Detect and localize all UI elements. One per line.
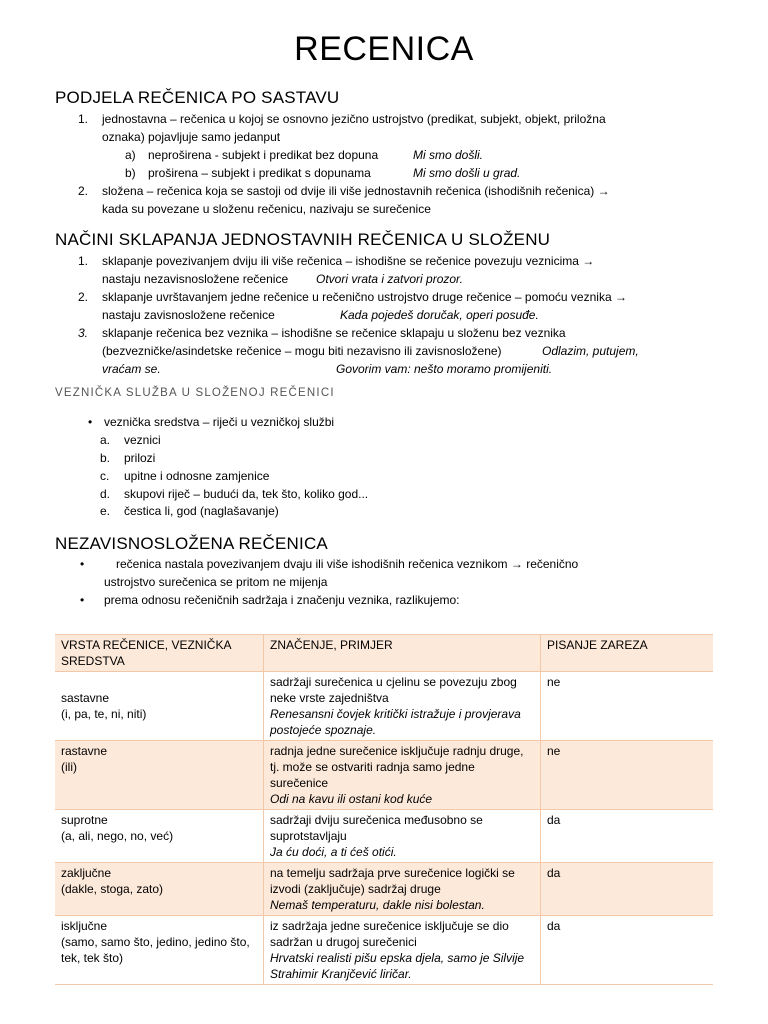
conjunctions: (i, pa, te, ni, niti)	[61, 707, 147, 721]
sentence-type-cell	[55, 916, 264, 985]
sub-list-label: e.	[100, 504, 111, 518]
list-item-text: nastaju zavisnosložene rečenice	[102, 308, 275, 322]
sub-list-label: a.	[100, 433, 111, 447]
table-row	[55, 741, 713, 810]
meaning-text: na temelju sadržaja prve surečenice logički se izvodi (zaključuje) sadržaj druge	[270, 866, 515, 896]
table-row	[55, 863, 713, 916]
table-header-row	[55, 635, 713, 672]
bullet-icon: •	[80, 557, 85, 571]
meaning-text: radnja jedne surečenice isključuje radnju druge, tj. može se ostvariti radnja samo jedne surečenice	[270, 744, 524, 790]
sub-list-label: b)	[125, 166, 136, 180]
conjunctions: (a, ali, nego, no, već)	[61, 829, 174, 843]
sub-list-text: veznici	[124, 433, 161, 447]
bullet-text: prema odnosu rečeničnih sadržaja i značenju veznika, razlikujemo:	[104, 593, 460, 607]
sentence-type: isključne	[61, 919, 108, 933]
section-heading-sastav: PODJELA REČENICA PO SASTAVU	[55, 88, 340, 107]
comma-cell: ne	[541, 672, 714, 741]
sentence-type-cell	[55, 810, 264, 863]
list-item-text: složena – rečenica koja se sastoji od dvije ili više jednostavnih rečenica (ishodišnih rečenica) →	[102, 184, 610, 198]
table-row	[55, 810, 713, 863]
conjunctions: (dakle, stoga, zato)	[61, 882, 164, 896]
comma-cell: da	[541, 863, 714, 916]
example-text: Mi smo došli u grad.	[413, 166, 521, 180]
section-heading-nezavisnosložena: NEZAVISNOSLOŽENA REČENICA	[55, 534, 328, 553]
list-number: 1.	[78, 254, 89, 268]
meaning-cell	[264, 741, 541, 810]
sentence-type-cell	[55, 672, 264, 741]
sentence-type: suprotne	[61, 813, 108, 827]
example-text: Otvori vrata i zatvori prozor.	[316, 272, 463, 286]
table-header-cell: ZNAČENJE, PRIMJER	[264, 635, 541, 672]
sub-list-text: prilozi	[124, 451, 156, 465]
table-row	[55, 916, 713, 985]
sentence-type-cell	[55, 863, 264, 916]
list-item-text: kada su povezane u složenu rečenicu, nazivaju se surečenice	[102, 202, 431, 216]
subsection-heading-veznicka: VEZNIČKA SLUŽBA U SLOŽENOJ REČENICI	[55, 387, 335, 399]
example-text: Mi smo došli.	[413, 148, 484, 162]
sentence-type: sastavne	[61, 691, 110, 705]
list-item-text: nastaju nezavisnosložene rečenice	[102, 272, 289, 286]
sentence-type: rastavne	[61, 744, 108, 758]
example-text: Govorim vam: nešto moramo promijeniti.	[336, 362, 553, 376]
table-row	[55, 672, 713, 741]
example-text: Renesansni čovjek kritički istražuje i provjerava postojeće spoznaje.	[270, 707, 521, 737]
table-header-cell: PISANJE ZAREZA	[541, 635, 714, 672]
conjunctions: (samo, samo što, jedino, jedino što, tek, tek što)	[61, 935, 250, 965]
bullet-text: veznička sredstva – riječi u vezničkoj službi	[104, 415, 335, 429]
meaning-cell	[264, 672, 541, 741]
sub-list-label: b.	[100, 451, 111, 465]
comma-cell: da	[541, 916, 714, 985]
conjunctions: (ili)	[61, 760, 77, 774]
list-number: 1.	[78, 112, 89, 126]
bullet-text: ustrojstvo surečenica se pritom ne mijenja	[104, 575, 328, 589]
bullet-icon: •	[80, 593, 85, 607]
table-header-cell: VRSTA REČENICE, VEZNIČKA SREDSTVA	[55, 635, 264, 672]
sub-list-label: d.	[100, 487, 111, 501]
sentence-type: zaključne	[61, 866, 112, 880]
meaning-text: iz sadržaja jedne surečenice isključuje se dio sadržan u drugoj surečenici	[270, 919, 509, 949]
list-number: 2.	[78, 184, 89, 198]
sub-list-text: čestica li, god (naglašavanje)	[124, 504, 279, 518]
list-item-text: sklapanje rečenica bez veznika – ishodišne se rečenice sklapaju u složenu bez veznika	[102, 326, 566, 340]
bullet-icon: •	[88, 415, 93, 429]
sub-list-text: neproširena - subjekt i predikat bez dopuna	[148, 148, 379, 162]
example-text: Hrvatski realisti pišu epska djela, samo je Silvije Strahimir Kranjčević liričar.	[270, 951, 525, 981]
list-item-text: oznaka) pojavljuje samo jedanput	[102, 130, 281, 144]
sub-list-label: c.	[100, 469, 110, 483]
example-text: Odi na kavu ili ostani kod kuće	[270, 792, 433, 806]
example-text: Odlazim, putujem,	[542, 344, 639, 358]
list-item-text: sklapanje uvrštavanjem jedne rečenice u rečenično ustrojstvo druge rečenice – pomoću veznika →	[102, 290, 627, 304]
page-title: RECENICA	[294, 30, 474, 68]
meaning-cell	[264, 863, 541, 916]
bullet-text: rečenica nastala povezivanjem dvaju ili više ishodišnih rečenica veznikom → rečenično	[116, 557, 579, 571]
list-number: 3.	[78, 326, 89, 340]
meaning-cell	[264, 916, 541, 985]
list-item-text: (bezvezničke/asindetske rečenice – mogu biti nezavisno ili zavisnosložene)	[102, 344, 502, 358]
comma-cell: ne	[541, 741, 714, 810]
example-text: Ja ću doći, a ti ćeš otići.	[270, 845, 397, 859]
sub-list-text: upitne i odnosne zamjenice	[124, 469, 270, 483]
list-item-text: sklapanje povezivanjem dviju ili više rečenica – ishodišne se rečenice povezuju veznicima →	[102, 254, 595, 268]
sub-list-text: skupovi riječ – budući da, tek što, koliko god...	[124, 487, 369, 501]
list-item-text: jednostavna – rečenica u kojoj se osnovno jezično ustrojstvo (predikat, subjekt, objekt, priložna	[102, 112, 606, 126]
comma-cell: da	[541, 810, 714, 863]
sub-list-label: a)	[125, 148, 136, 162]
section-heading-sklapanje: NAČINI SKLAPANJA JEDNOSTAVNIH REČENICA U SLOŽENU	[55, 230, 551, 249]
example-text: Kada pojedeš doručak, operi posuđe.	[340, 308, 539, 322]
example-text: Nemaš temperaturu, dakle nisi bolestan.	[270, 898, 485, 912]
sentence-types-table	[55, 634, 713, 985]
sub-list-text: proširena – subjekt i predikat s dopunama	[148, 166, 371, 180]
sentence-type-cell	[55, 741, 264, 810]
meaning-text: sadržaji surečenica u cjelinu se povezuju zbog neke vrste zajedništva	[270, 675, 517, 705]
example-text: vraćam se.	[102, 362, 161, 376]
meaning-text: sadržaji dviju surečenica međusobno se suprotstavljaju	[270, 813, 483, 843]
list-number: 2.	[78, 290, 89, 304]
meaning-cell	[264, 810, 541, 863]
